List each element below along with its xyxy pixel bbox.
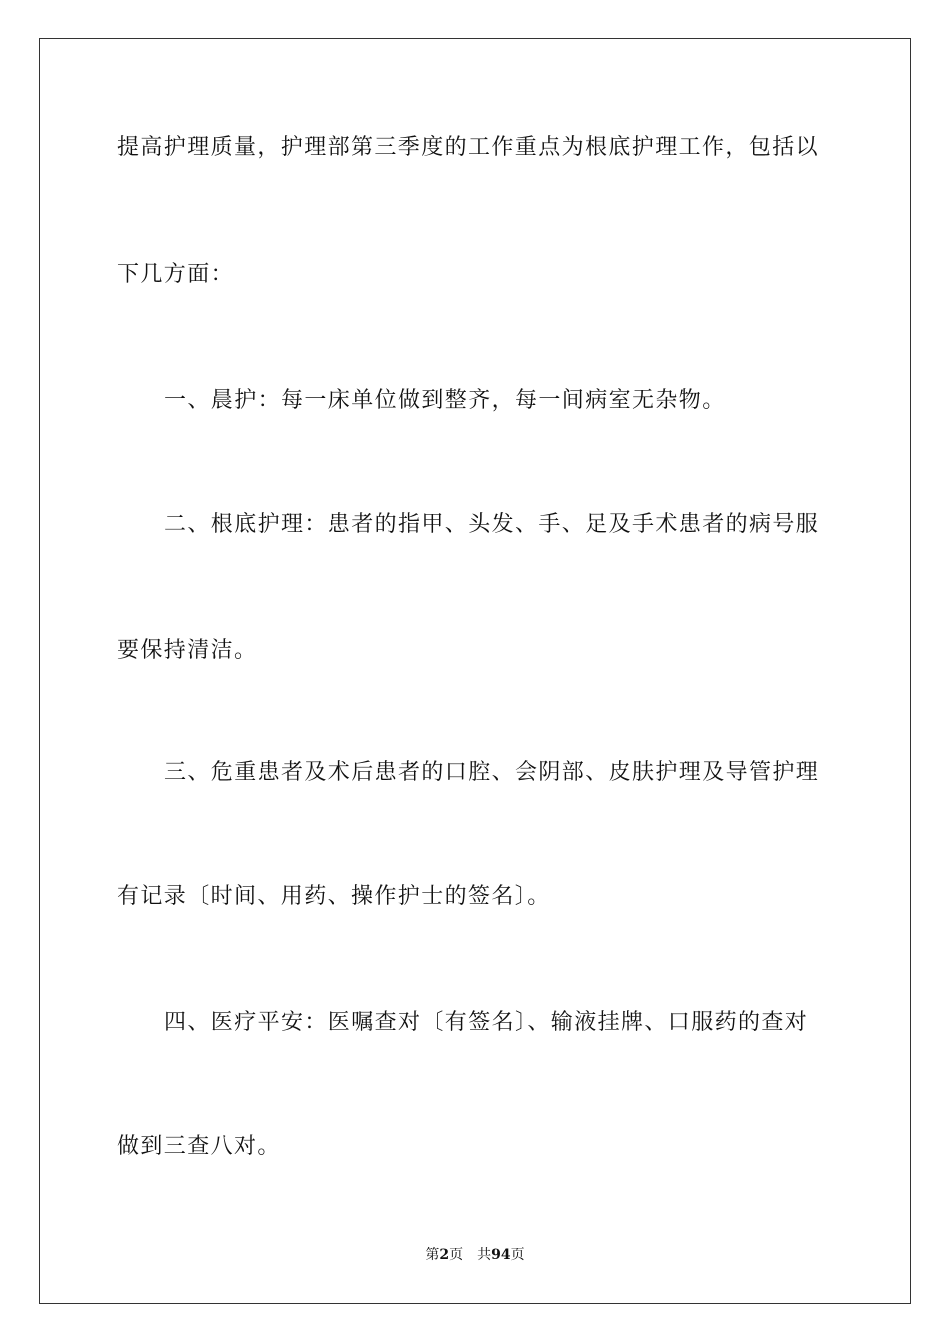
- body-line-8: 四、医疗平安：医嘱查对〔有签名〕、输液挂牌、口服药的查对: [164, 1010, 809, 1035]
- footer-total-pages: 94: [491, 1247, 511, 1263]
- footer-page-number: 2: [439, 1247, 450, 1263]
- body-line-6: 三、危重患者及术后患者的口腔、会阴部、皮肤护理及导管护理: [164, 760, 820, 785]
- footer-page-suffix: 页: [449, 1247, 464, 1263]
- body-line-4: 二、根底护理：患者的指甲、头发、手、足及手术患者的病号服: [164, 512, 820, 537]
- page-footer: [0, 1246, 950, 1264]
- body-line-1: 提高护理质量，护理部第三季度的工作重点为根底护理工作，包括以: [117, 135, 820, 160]
- body-line-7: 有记录〔时间、用药、操作护士的签名〕。: [117, 884, 551, 909]
- body-line-3: 一、晨护：每一床单位做到整齐，每一间病室无杂物。: [164, 388, 726, 413]
- footer-total-prefix: 共: [477, 1247, 492, 1263]
- footer-total-suffix: 页: [510, 1247, 525, 1263]
- page-border: [39, 38, 911, 1304]
- body-line-2: 下几方面：: [117, 262, 235, 287]
- footer-page-prefix: 第: [425, 1247, 440, 1263]
- body-line-9: 做到三查八对。: [117, 1134, 281, 1159]
- body-line-5: 要保持清洁。: [117, 638, 258, 663]
